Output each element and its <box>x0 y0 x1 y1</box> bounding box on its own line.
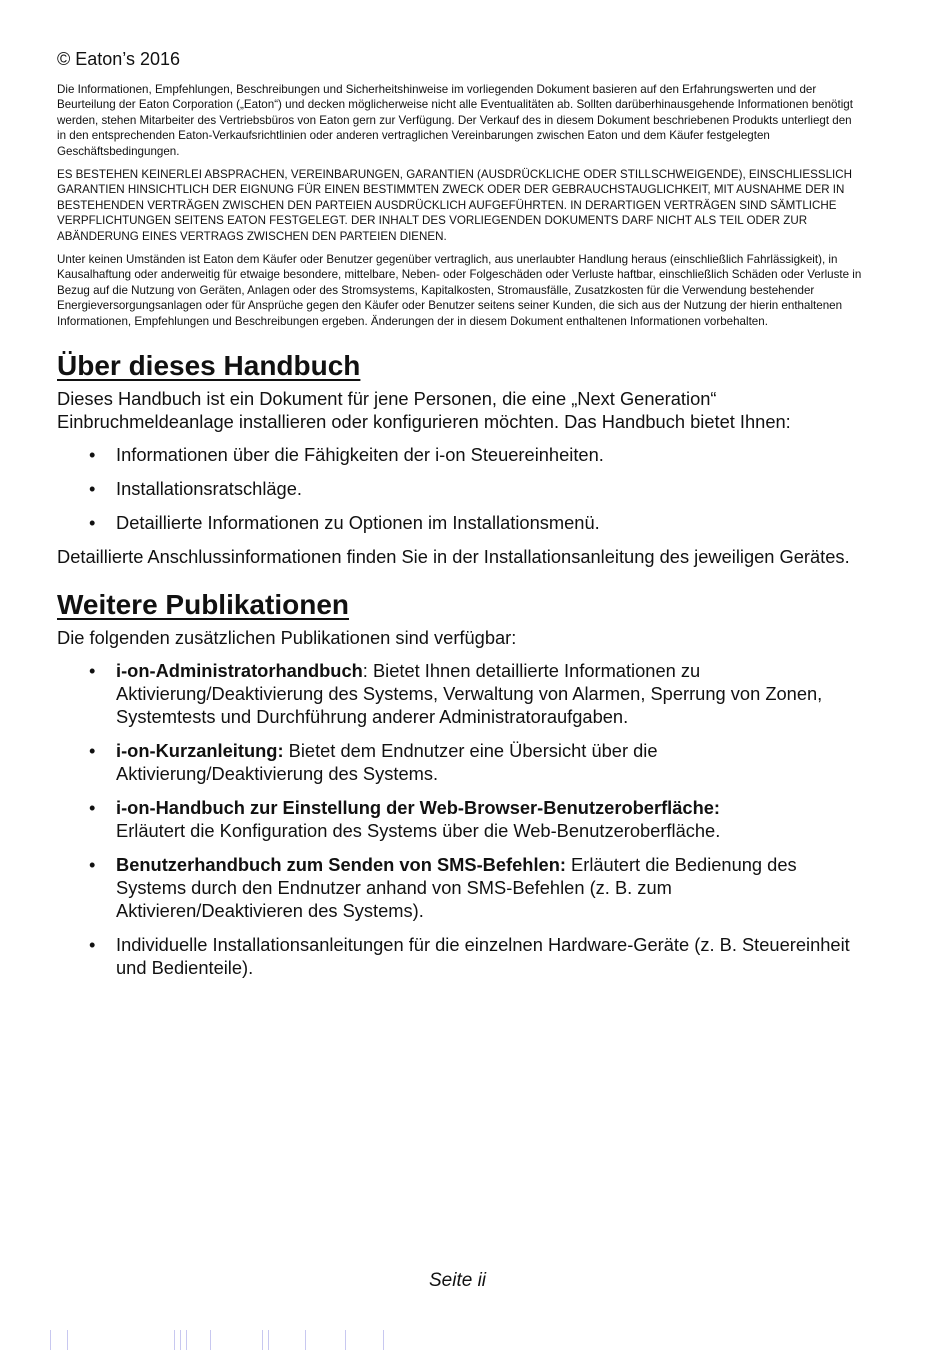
list-item <box>57 796 862 842</box>
scan-marks <box>0 1328 950 1352</box>
section-outro: Detaillierte Anschlussinformationen finden Sie in der Installationsanleitung des jeweiligen Gerätes. <box>57 546 850 568</box>
list-item <box>57 659 862 728</box>
disclaimer-paragraph: Die Informationen, Empfehlungen, Beschreibungen und Sicherheitshinweise im vorliegenden Dokument basieren auf den Erfahrungswerten und der Beurteilung der Eaton Corporation („Eaton“) und decken möglicherweise nicht alle Eventualitäten ab. Sollten darüberhinausgehende Informationen benötigt werden, stehen Mitarbeiter des Vertriebsbüros von Eaton gern zur Verfügung. Der Verkauf des in diesem Dokument beschriebenen Produkts unterliegt den in den entsprechenden Eaton-Verkaufsrichtlinien oder anderen vertraglichen Vereinbarungen zwischen Eaton und dem Käufer festgelegten Geschäftsbedingungen. <box>57 83 853 158</box>
list-item-text: Informationen über die Fähigkeiten der i-on Steuereinheiten. <box>116 444 604 466</box>
publications-list <box>57 659 862 979</box>
bullet-icon: • <box>89 797 96 819</box>
publication-description: Erläutert die Bedienung des Systems durch den Endnutzer anhand von SMS-Befehlen (z. B. zum Aktivieren/Deaktivieren des Systems). <box>116 854 797 922</box>
publication-description: Erläutert die Konfiguration des Systems über die Web-Benutzeroberfläche. <box>116 820 721 842</box>
section-heading-publications: Weitere Publikationen <box>57 589 349 621</box>
section-intro: Die folgenden zusätzlichen Publikationen sind verfügbar: <box>57 627 517 649</box>
document-page <box>57 48 862 990</box>
handbook-bullet-list <box>57 443 862 534</box>
list-item <box>57 511 862 534</box>
publication-title: Benutzerhandbuch zum Senden von SMS-Befehlen: <box>116 854 566 876</box>
list-item <box>57 933 862 979</box>
publication-title: i-on-Kurzanleitung: <box>116 740 284 762</box>
section-heading-handbook: Über dieses Handbuch <box>57 350 361 382</box>
list-item <box>57 853 862 922</box>
bullet-icon: • <box>89 854 96 876</box>
copyright-notice: © Eaton’s 2016 <box>57 49 181 69</box>
warranty-disclaimer-paragraph: ES BESTEHEN KEINERLEI ABSPRACHEN, VEREINBARUNGEN, GARANTIEN (AUSDRÜCKLICHE ODER STILLSCHWEIGENDE), EINSCHLIESSLICH GARANTIEN HINSICHTLICH DER EIGNUNG FÜR EINEN BESTIMMTEN ZWECK ODER DER GEBRAUCHSTAUGLICHKEIT, MIT AUSNAHME DER IN BESTEHENDEN VERTRÄGEN ZWISCHEN DEN PARTEIEN AUSDRÜCKLICH AUFGEFÜHRTEN. IN DERARTIGEN VERTRÄGEN SIND SÄMTLICHE VERPFLICHTUNGEN SEITENS EATON FESTGELEGT. DER INHALT DES VORLIEGENDEN DOKUMENTS DARF NICHT ALS TEIL ODER ZUR ABÄNDERUNG EINES VERTRAGS ZWISCHEN DEN PARTEIEN DIENEN. <box>57 168 852 243</box>
bullet-icon: • <box>89 740 96 762</box>
liability-disclaimer-paragraph: Unter keinen Umständen ist Eaton dem Käufer oder Benutzer gegenüber vertraglich, aus unerlaubter Handlung heraus (einschließlich Fahrlässigkeit), in Kausalhaftung oder anderweitig für etwaige besondere, mittelbare, Neben- oder Folgeschäden oder Verluste haftbar, einschließlich Schäden oder Verluste in Bezug auf die Nutzung von Geräten, Anlagen oder des Stromsystems, Kapitalkosten, Stromausfälle, Zusatzkosten für die Verwendung bestehender Energieversorgungsanlagen oder für Ansprüche gegen den Käufer oder Benutzer seitens seiner Kunden, die sich aus der Nutzung der hierin enthaltenen Informationen, Empfehlungen und Beschreibungen ergeben. Änderungen der in diesem Dokument enthaltenen Informationen vorbehalten. <box>57 253 862 328</box>
publication-description: Bietet dem Endnutzer eine Übersicht über die Aktivierung/Deaktivierung des Systems. <box>116 740 658 785</box>
list-item-text: Installationsratschläge. <box>116 478 302 500</box>
list-item <box>57 477 862 500</box>
list-item <box>57 443 862 466</box>
list-item <box>57 739 862 785</box>
publication-title: i-on-Administratorhandbuch <box>116 660 363 682</box>
publication-title: i-on-Handbuch zur Einstellung der Web-Browser-Benutzeroberfläche: <box>116 797 721 819</box>
publication-description: Individuelle Installationsanleitungen für die einzelnen Hardware-Geräte (z. B. Steuereinheit und Bedienteile). <box>116 934 850 979</box>
bullet-icon: • <box>89 478 96 500</box>
bullet-icon: • <box>89 934 96 956</box>
publication-description: : Bietet Ihnen detaillierte Informationen zu Aktivierung/Deaktivierung des Systems, Verwaltung von Alarmen, Sperrung von Zonen, Systemtests und Durchführung anderer Administratoraufgaben. <box>116 660 823 728</box>
section-intro: Dieses Handbuch ist ein Dokument für jene Personen, die eine „Next Generation“ Einbruchmeldeanlage installieren oder konfigurieren möchten. Das Handbuch bietet Ihnen: <box>57 388 791 433</box>
bullet-icon: • <box>89 660 96 682</box>
bullet-icon: • <box>89 444 96 466</box>
bullet-icon: • <box>89 512 96 534</box>
list-item-text: Detaillierte Informationen zu Optionen im Installationsmenü. <box>116 512 600 534</box>
page-number: Seite ii <box>428 1270 487 1291</box>
